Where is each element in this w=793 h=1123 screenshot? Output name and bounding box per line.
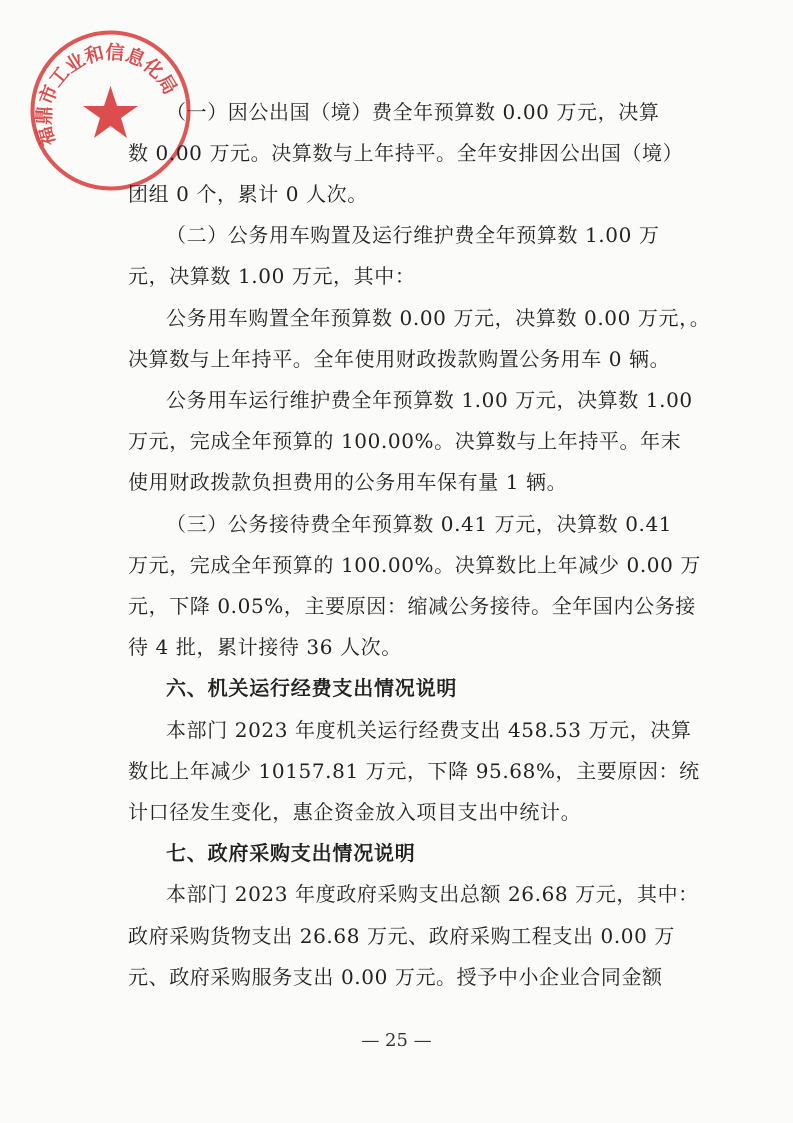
text-line: 数 0.00 万元。决算数与上年持平。全年安排因公出国（境） <box>128 141 684 165</box>
seal-text: 福鼎市工业和信息化局 <box>33 41 182 149</box>
section-heading: 六、机关运行经费支出情况说明 <box>166 676 458 700</box>
text-line: 待 4 批，累计接待 36 人次。 <box>128 635 402 659</box>
text-line: （三）公务接待费全年预算数 0.41 万元，决算数 0.41 <box>166 512 673 536</box>
text-line: 公务用车运行维护费全年预算数 1.00 万元，决算数 1.00 <box>166 388 693 412</box>
text-line: 政府采购货物支出 26.68 万元、政府采购工程支出 0.00 万 <box>128 924 676 948</box>
text-line: 使用财政拨款负担费用的公务用车保有量 1 辆。 <box>128 470 568 494</box>
text-line: 公务用车购置全年预算数 0.00 万元，决算数 0.00 万元，。 <box>166 306 711 330</box>
text-line: 元，下降 0.05%，主要原因：缩减公务接待。全年国内公务接 <box>128 594 696 618</box>
text-line: （一）因公出国（境）费全年预算数 0.00 万元，决算 <box>166 100 660 124</box>
text-line: 数比上年减少 10157.81 万元，下降 95.68%，主要原因：统 <box>128 759 700 783</box>
section-heading: 七、政府采购支出情况说明 <box>166 841 416 865</box>
text-line: 万元，完成全年预算的 100.00%。决算数与上年持平。年末 <box>128 429 682 453</box>
text-line: 本部门 2023 年度机关运行经费支出 458.53 万元，决算 <box>166 718 692 742</box>
text-line: 元、政府采购服务支出 0.00 万元。授予中小企业合同金额 <box>128 965 663 989</box>
text-line: 万元，完成全年预算的 100.00%。决算数比上年减少 0.00 万 <box>128 553 701 577</box>
text-line: 决算数与上年持平。全年使用财政拨款购置公务用车 0 辆。 <box>128 347 671 371</box>
star-icon <box>83 86 138 138</box>
page-number: — 25 — <box>361 1030 432 1051</box>
text-line: 团组 0 个，累计 0 人次。 <box>128 182 368 206</box>
text-line: 本部门 2023 年度政府采购支出总额 26.68 万元，其中： <box>166 882 699 906</box>
text-line: 元，决算数 1.00 万元，其中： <box>128 264 416 288</box>
text-line: （二）公务用车购置及运行维护费全年预算数 1.00 万 <box>166 223 660 247</box>
text-line: 计口径发生变化，惠企资金放入项目支出中统计。 <box>128 800 582 824</box>
